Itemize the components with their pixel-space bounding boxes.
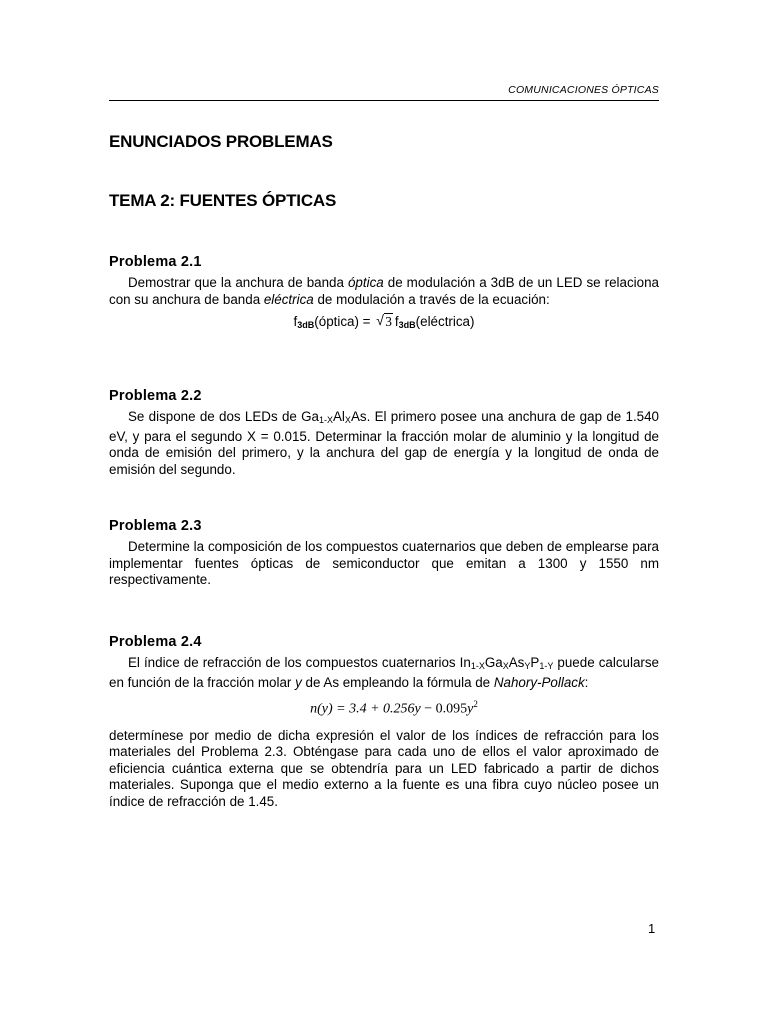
- chemical-subscript: Y: [524, 661, 531, 671]
- radical-sign: √: [376, 312, 384, 328]
- statement-text: de modulación a 3dB de un LED se relaciona con su anchura de banda: [109, 275, 659, 307]
- statement-text: Al: [333, 409, 345, 424]
- emphasis-text: eléctrica: [263, 291, 314, 307]
- formula-subscript: 3dB: [297, 320, 315, 330]
- problem-2-2: [109, 388, 659, 478]
- chemical-subscript: 1-X: [318, 415, 333, 425]
- chemical-subscript: X: [502, 661, 509, 671]
- equation-exponent: 2: [473, 699, 478, 709]
- problem-statement: Determine la composición de los compuestos cuaternarios que deben de emplearse para implementar fuentes ópticas de semiconductor que emitan a 1300 y 1550 nm respectivamente.: [109, 539, 659, 587]
- bandwidth-formula: [109, 313, 659, 334]
- problem-statement: [109, 275, 659, 308]
- formula-part: f: [293, 314, 298, 329]
- statement-text: de modulación a través de la ecuación:: [313, 291, 550, 307]
- statement-text: El índice de refracción de los compuestos cuaternarios In: [128, 655, 471, 670]
- problem-statement: [109, 409, 659, 478]
- statement-text: puede calcularse en función de la fracción molar: [109, 655, 659, 690]
- chemical-subscript: 1-Y: [539, 661, 554, 671]
- emphasis-text: Nahory-Pollack: [493, 674, 585, 690]
- equation-variable: y: [467, 701, 474, 717]
- problem-statement: [109, 655, 659, 691]
- statement-text: As: [508, 655, 525, 670]
- problem-2-4: [109, 634, 659, 810]
- nahory-pollack-equation: [129, 699, 659, 718]
- square-root: [376, 313, 393, 331]
- chemical-subscript: 1-X: [470, 661, 485, 671]
- statement-text: Demostrar que la anchura de banda: [128, 275, 348, 290]
- statement-text: de As empleando la fórmula de: [301, 674, 494, 690]
- radicand: 3: [385, 314, 392, 329]
- formula-part: f: [394, 314, 399, 329]
- header-title: COMUNICACIONES ÓPTICAS: [508, 84, 659, 96]
- equation-variable: y: [414, 701, 421, 717]
- statement-text: Se dispone de dos LEDs de Ga: [128, 409, 319, 424]
- statement-text: As. El primero posee una anchura de gap de 1.540 eV, y para el segundo X = 0.015. Determinar la fracción molar de aluminio y la longitud de onda de emisión del primero, y la anchura del gap de energía y la longitud de onda de emisión del segundo.: [109, 409, 660, 477]
- statement-text: :: [584, 674, 589, 690]
- emphasis-text: y: [295, 674, 302, 690]
- statement-text: P: [530, 655, 540, 670]
- topic-title: TEMA 2: FUENTES ÓPTICAS: [109, 191, 337, 210]
- problem-2-1: [109, 254, 659, 334]
- problem-title: Problema 2.2: [109, 388, 202, 404]
- equation-part: − 0.095: [420, 701, 468, 717]
- formula-subscript: 3dB: [398, 320, 416, 330]
- chemical-subscript: X: [344, 415, 351, 425]
- equation-part: n(y) = 3.4 + 0.256: [310, 701, 415, 717]
- page-header: [109, 80, 659, 101]
- problem-statement-continued: determínese por medio de dicha expresión el valor de los índices de refracción para los materiales del Problema 2.3. Obténgase para cada uno de ellos el valor aproximado de eficiencia cuántica externa que se obtendría para un LED fabricado a partir de dichos materiales. Suponga que el medio externo a la fuente es una fibra cuyo núcleo posee un índice de refracción de 1.45.: [109, 727, 659, 809]
- problem-2-3: [109, 518, 659, 589]
- page-number: 1: [648, 921, 656, 936]
- problem-title: Problema 2.1: [109, 254, 202, 270]
- formula-part: (óptica) =: [314, 314, 375, 329]
- formula-part: (eléctrica): [415, 314, 475, 329]
- statement-text: Ga: [484, 655, 503, 670]
- problem-title: Problema 2.4: [109, 634, 202, 650]
- emphasis-text: óptica: [347, 275, 384, 290]
- problem-title: Problema 2.3: [109, 518, 202, 534]
- document-title: ENUNCIADOS PROBLEMAS: [109, 132, 333, 151]
